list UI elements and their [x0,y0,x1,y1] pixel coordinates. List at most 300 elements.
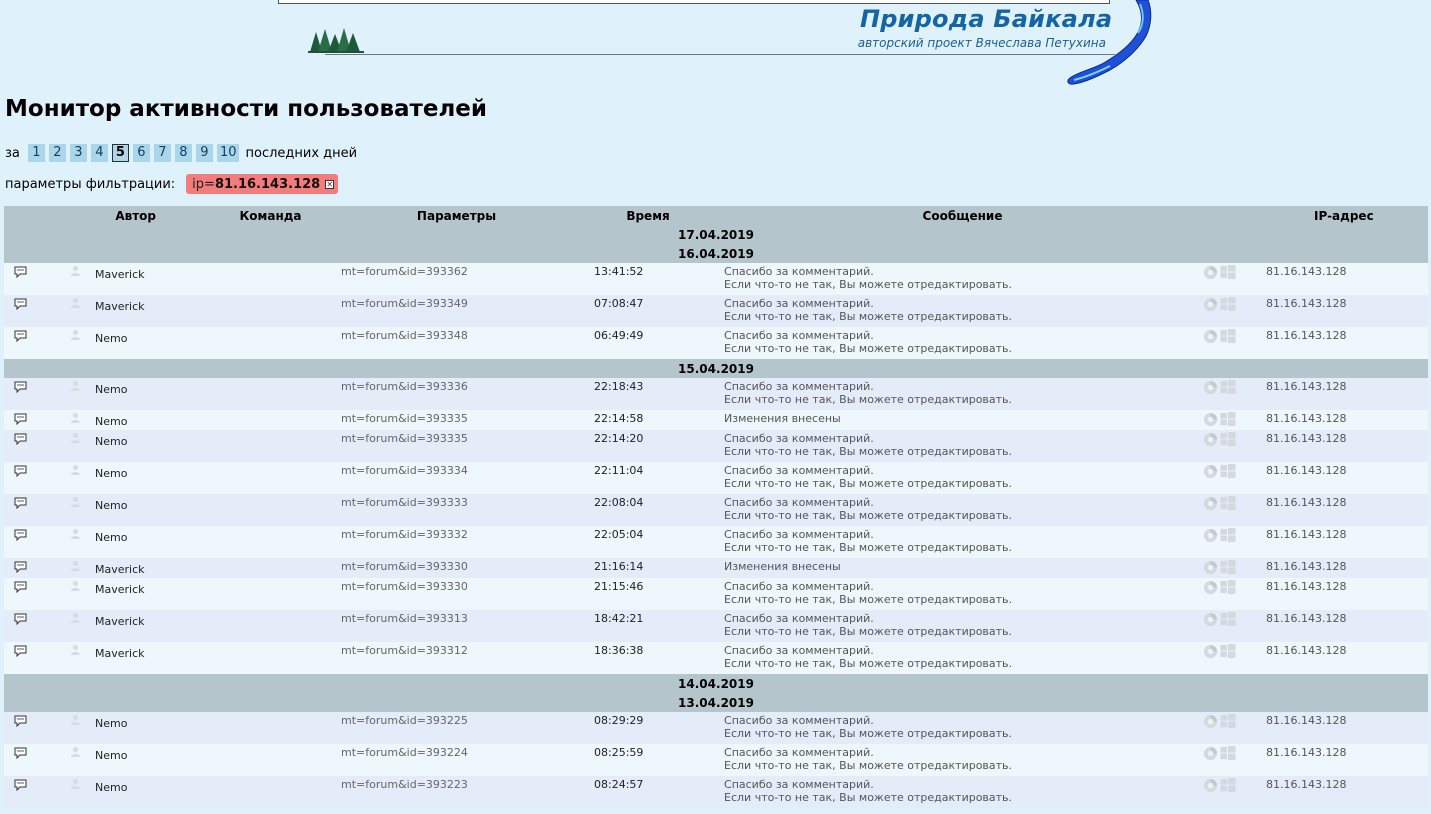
params-cell[interactable]: mt=forum&id=393349 [341,295,572,327]
message-line-2: Если что-то не так, Вы можете отредактировать. [724,342,1013,355]
user-icon [70,496,81,507]
client-cell [1201,378,1266,410]
date-group-row [4,693,1428,712]
comment-cell [4,526,66,558]
comment-cell [4,378,66,410]
client-cell [1201,295,1266,327]
message-cell [724,263,1201,295]
comment-cell [4,776,66,808]
client-cell [1201,776,1266,808]
ip-cell[interactable]: 81.16.143.128 [1266,642,1428,674]
params-cell[interactable]: mt=forum&id=393333 [341,494,572,526]
message-line-1: Изменения внесены [724,412,841,425]
comment-icon[interactable] [14,529,27,541]
command-cell [200,776,341,808]
comment-cell [4,744,66,776]
day-link-9[interactable]: 9 [196,144,213,162]
table-row [4,610,1428,642]
user-icon [70,412,81,423]
author-cell[interactable]: Nemo [95,430,200,462]
message-cell [724,776,1201,808]
params-cell[interactable]: mt=forum&id=393330 [341,578,572,610]
user-cell [66,642,95,674]
ip-cell[interactable]: 81.16.143.128 [1266,327,1428,359]
site-title-link[interactable]: Природа Байкала [860,5,1113,33]
command-cell [200,494,341,526]
user-cell [66,378,95,410]
ip-cell[interactable]: 81.16.143.128 [1266,430,1428,462]
user-cell [66,327,95,359]
filter-key: ip= [192,176,215,192]
message-line-2: Если что-то не так, Вы можете отредактировать. [724,593,1013,606]
client-cell [1201,642,1266,674]
day-link-3[interactable]: 3 [70,144,87,162]
header-author: Автор [66,206,200,225]
day-link-10[interactable]: 10 [217,144,240,162]
message-cell [724,462,1201,494]
command-cell [200,295,341,327]
message-cell [724,378,1201,410]
message-line-2: Если что-то не так, Вы можете отредактировать. [724,625,1013,638]
comment-cell [4,712,66,744]
comment-icon[interactable] [14,747,27,759]
client-cell [1201,712,1266,744]
message-cell [724,610,1201,642]
author-cell[interactable]: Nemo [95,494,200,526]
site-header [0,0,1431,90]
filter-bar [5,174,338,194]
table-row [4,744,1428,776]
user-icon [70,746,81,757]
comment-icon[interactable] [14,413,27,425]
page-title: Монитор активности пользователей [5,96,488,122]
ip-cell[interactable]: 81.16.143.128 [1266,526,1428,558]
browser-icon [1203,612,1218,630]
author-cell[interactable]: Nemo [95,526,200,558]
author-cell[interactable]: Maverick [95,263,200,295]
comment-cell [4,430,66,462]
baikal-lake-icon [1064,0,1154,86]
header-ip: IP-адрес [1266,206,1428,225]
author-cell[interactable]: Nemo [95,712,200,744]
time-cell: 18:36:38 [572,642,724,674]
comment-icon[interactable] [14,381,27,393]
days-suffix-label: последних дней [245,145,358,161]
params-cell[interactable]: mt=forum&id=393223 [341,776,572,808]
params-cell[interactable]: mt=forum&id=393313 [341,610,572,642]
user-icon [70,644,81,655]
browser-icon [1203,714,1218,732]
header-cell-empty [4,206,66,225]
header-top-frame [278,0,1110,4]
comment-icon[interactable] [14,715,27,727]
user-icon [70,464,81,475]
command-cell [200,430,341,462]
comment-cell [4,578,66,610]
command-cell [200,327,341,359]
message-line-1: Спасибо за комментарий. [724,714,874,727]
time-cell: 22:14:20 [572,430,724,462]
message-cell [724,295,1201,327]
author-cell[interactable]: Maverick [95,295,200,327]
time-cell: 22:08:04 [572,494,724,526]
message-line-1: Спасибо за комментарий. [724,528,874,541]
message-line-2: Если что-то не так, Вы можете отредактировать. [724,509,1013,522]
day-link-4[interactable]: 4 [91,144,108,162]
comment-icon[interactable] [14,561,27,573]
browser-icon [1203,432,1218,450]
message-line-1: Спасибо за комментарий. [724,432,874,445]
message-line-2: Если что-то не так, Вы можете отредактировать. [724,477,1013,490]
user-icon [70,612,81,623]
message-cell [724,712,1201,744]
browser-icon [1203,265,1218,283]
message-line-2: Если что-то не так, Вы можете отредактировать. [724,310,1013,323]
header-params: Параметры [341,206,572,225]
browser-icon [1203,528,1218,546]
windows-icon [1220,528,1236,546]
comment-cell [4,295,66,327]
client-cell [1201,462,1266,494]
client-cell [1201,327,1266,359]
message-line-2: Если что-то не так, Вы можете отредактировать. [724,393,1013,406]
message-line-1: Спасибо за комментарий. [724,265,874,278]
table-row [4,378,1428,410]
user-icon [70,297,81,308]
time-cell: 08:29:29 [572,712,724,744]
date-group-row [4,359,1428,378]
comment-icon[interactable] [14,266,27,278]
command-cell [200,410,341,430]
author-cell[interactable]: Nemo [95,744,200,776]
day-link-8[interactable]: 8 [175,144,192,162]
browser-icon [1203,464,1218,482]
date-label: 14.04.2019 [4,674,1428,693]
time-cell: 07:08:47 [572,295,724,327]
time-cell: 13:41:52 [572,263,724,295]
comment-icon[interactable] [14,330,27,342]
comment-cell [4,410,66,430]
comment-cell [4,263,66,295]
comment-cell [4,494,66,526]
day-link-7[interactable]: 7 [154,144,171,162]
day-links [28,144,244,162]
command-cell [200,378,341,410]
date-group-row [4,244,1428,263]
windows-icon [1220,560,1236,578]
browser-icon [1203,329,1218,347]
user-cell [66,462,95,494]
message-line-1: Спасибо за комментарий. [724,464,874,477]
table-row [4,410,1428,430]
days-selector [5,143,357,163]
day-link-1[interactable]: 1 [28,144,45,162]
day-link-5[interactable]: 5 [112,144,129,162]
table-row [4,558,1428,578]
message-cell [724,494,1201,526]
time-cell: 08:24:57 [572,776,724,808]
user-icon [70,265,81,276]
client-cell [1201,410,1266,430]
time-cell: 22:05:04 [572,526,724,558]
author-cell[interactable]: Maverick [95,558,200,578]
message-line-1: Спасибо за комментарий. [724,612,874,625]
date-label: 16.04.2019 [4,244,1428,263]
header-os [1201,206,1266,225]
windows-icon [1220,612,1236,630]
windows-icon [1220,329,1236,347]
author-cell[interactable]: Nemo [95,378,200,410]
message-line-2: Если что-то не так, Вы можете отредактировать. [724,278,1013,291]
browser-icon [1203,380,1218,398]
browser-icon [1203,580,1218,598]
windows-icon [1220,297,1236,315]
header-divider [325,54,1115,55]
browser-icon [1203,496,1218,514]
table-row [4,526,1428,558]
params-cell[interactable]: mt=forum&id=393312 [341,642,572,674]
command-cell [200,712,341,744]
command-cell [200,558,341,578]
message-line-1: Спасибо за комментарий. [724,644,874,657]
windows-icon [1220,644,1236,662]
command-cell [200,462,341,494]
table-row [4,776,1428,808]
author-cell[interactable]: Maverick [95,642,200,674]
ip-cell[interactable]: 81.16.143.128 [1266,744,1428,776]
message-cell [724,327,1201,359]
user-cell [66,558,95,578]
client-cell [1201,744,1266,776]
user-cell [66,526,95,558]
params-cell[interactable]: mt=forum&id=393334 [341,462,572,494]
ip-cell[interactable]: 81.16.143.128 [1266,776,1428,808]
time-cell: 06:49:49 [572,327,724,359]
windows-icon [1220,496,1236,514]
user-cell [66,263,95,295]
windows-icon [1220,714,1236,732]
header-command: Команда [200,206,341,225]
date-label: 13.04.2019 [4,693,1428,712]
table-row [4,327,1428,359]
windows-icon [1220,265,1236,283]
params-cell[interactable]: mt=forum&id=393225 [341,712,572,744]
comment-cell [4,642,66,674]
comment-icon[interactable] [14,497,27,509]
windows-icon [1220,778,1236,796]
ip-cell[interactable]: 81.16.143.128 [1266,263,1428,295]
comment-icon[interactable] [14,465,27,477]
message-cell [724,744,1201,776]
windows-icon [1220,746,1236,764]
author-cell[interactable]: Nemo [95,776,200,808]
table-row [4,462,1428,494]
ip-cell[interactable]: 81.16.143.128 [1266,558,1428,578]
message-line-1: Спасибо за комментарий. [724,380,874,393]
message-line-2: Если что-то не так, Вы можете отредактировать. [724,791,1013,804]
message-cell [724,526,1201,558]
message-line-1: Изменения внесены [724,560,841,573]
client-cell [1201,610,1266,642]
message-line-1: Спасибо за комментарий. [724,778,874,791]
params-cell[interactable]: mt=forum&id=393330 [341,558,572,578]
time-cell: 22:11:04 [572,462,724,494]
date-label: 17.04.2019 [4,225,1428,244]
params-cell[interactable]: mt=forum&id=393336 [341,378,572,410]
message-line-2: Если что-то не так, Вы можете отредактировать. [724,727,1013,740]
client-cell [1201,558,1266,578]
day-link-6[interactable]: 6 [133,144,150,162]
ip-cell[interactable]: 81.16.143.128 [1266,378,1428,410]
ip-cell[interactable]: 81.16.143.128 [1266,295,1428,327]
table-row [4,295,1428,327]
author-cell[interactable]: Nemo [95,327,200,359]
ip-cell[interactable]: 81.16.143.128 [1266,462,1428,494]
close-icon[interactable]: ✕ [326,179,334,189]
command-cell [200,642,341,674]
message-line-1: Спасибо за комментарий. [724,746,874,759]
user-icon [70,580,81,591]
command-cell [200,263,341,295]
message-line-2: Если что-то не так, Вы можете отредактировать. [724,657,1013,670]
filter-label: параметры фильтрации: [5,176,176,192]
browser-icon [1203,644,1218,662]
params-cell[interactable]: mt=forum&id=393335 [341,430,572,462]
user-icon [70,778,81,789]
user-cell [66,410,95,430]
message-cell [724,410,1201,430]
comment-cell [4,558,66,578]
comment-icon[interactable] [14,613,27,625]
comment-cell [4,327,66,359]
table-row [4,263,1428,295]
header-message: Сообщение [724,206,1201,225]
user-cell [66,578,95,610]
user-cell [66,776,95,808]
browser-icon [1203,560,1218,578]
params-cell[interactable]: mt=forum&id=393348 [341,327,572,359]
message-cell [724,558,1201,578]
day-link-2[interactable]: 2 [49,144,66,162]
table-row [4,712,1428,744]
browser-icon [1203,746,1218,764]
table-header-row [4,206,1428,225]
command-cell [200,578,341,610]
table-row [4,642,1428,674]
comment-cell [4,610,66,642]
message-line-1: Спасибо за комментарий. [724,580,874,593]
table-row [4,578,1428,610]
params-cell[interactable]: mt=forum&id=393224 [341,744,572,776]
user-icon [70,714,81,725]
time-cell: 22:14:58 [572,410,724,430]
activity-table [4,206,1428,808]
user-cell [66,430,95,462]
time-cell: 21:15:46 [572,578,724,610]
browser-icon [1203,297,1218,315]
ip-cell[interactable]: 81.16.143.128 [1266,610,1428,642]
filter-chip-ip[interactable] [186,174,338,194]
message-cell [724,430,1201,462]
params-cell[interactable]: mt=forum&id=393332 [341,526,572,558]
author-cell[interactable]: Maverick [95,578,200,610]
date-group-row [4,225,1428,244]
client-cell [1201,578,1266,610]
user-icon [70,528,81,539]
header-time: Время [572,206,724,225]
browser-icon [1203,778,1218,796]
author-cell[interactable]: Nemo [95,410,200,430]
message-line-1: Спасибо за комментарий. [724,329,874,342]
message-line-2: Если что-то не так, Вы можете отредактировать. [724,541,1013,554]
client-cell [1201,494,1266,526]
windows-icon [1220,464,1236,482]
date-label: 15.04.2019 [4,359,1428,378]
client-cell [1201,263,1266,295]
ip-cell[interactable]: 81.16.143.128 [1266,494,1428,526]
table-row [4,494,1428,526]
message-line-2: Если что-то не так, Вы можете отредактировать. [724,445,1013,458]
filter-value: 81.16.143.128 [214,176,321,192]
user-icon [70,380,81,391]
message-cell [724,642,1201,674]
user-icon [70,432,81,443]
time-cell: 22:18:43 [572,378,724,410]
comment-icon[interactable] [14,645,27,657]
comment-icon[interactable] [14,779,27,791]
params-cell[interactable]: mt=forum&id=393335 [341,410,572,430]
ip-cell[interactable]: 81.16.143.128 [1266,410,1428,430]
comment-icon[interactable] [14,433,27,445]
forest-icon [308,26,364,54]
days-prefix-label: за [5,145,20,161]
client-cell [1201,430,1266,462]
time-cell: 08:25:59 [572,744,724,776]
command-cell [200,526,341,558]
windows-icon [1220,412,1236,430]
command-cell [200,744,341,776]
activity-table-body [4,225,1428,808]
site-subtitle: авторский проект Вячеслава Петухина [857,36,1106,50]
time-cell: 21:16:14 [572,558,724,578]
ip-cell[interactable]: 81.16.143.128 [1266,712,1428,744]
user-cell [66,712,95,744]
time-cell: 18:42:21 [572,610,724,642]
params-cell[interactable]: mt=forum&id=393362 [341,263,572,295]
client-cell [1201,526,1266,558]
windows-icon [1220,380,1236,398]
comment-cell [4,462,66,494]
browser-icon [1203,412,1218,430]
message-line-1: Спасибо за комментарий. [724,496,874,509]
ip-cell[interactable]: 81.16.143.128 [1266,578,1428,610]
user-cell [66,610,95,642]
message-line-2: Если что-то не так, Вы можете отредактировать. [724,759,1013,772]
author-cell[interactable]: Nemo [95,462,200,494]
windows-icon [1220,580,1236,598]
comment-icon[interactable] [14,298,27,310]
message-cell [724,578,1201,610]
author-cell[interactable]: Maverick [95,610,200,642]
user-cell [66,494,95,526]
user-icon [70,560,81,571]
command-cell [200,610,341,642]
windows-icon [1220,432,1236,450]
message-line-1: Спасибо за комментарий. [724,297,874,310]
user-icon [70,329,81,340]
user-cell [66,295,95,327]
comment-icon[interactable] [14,581,27,593]
